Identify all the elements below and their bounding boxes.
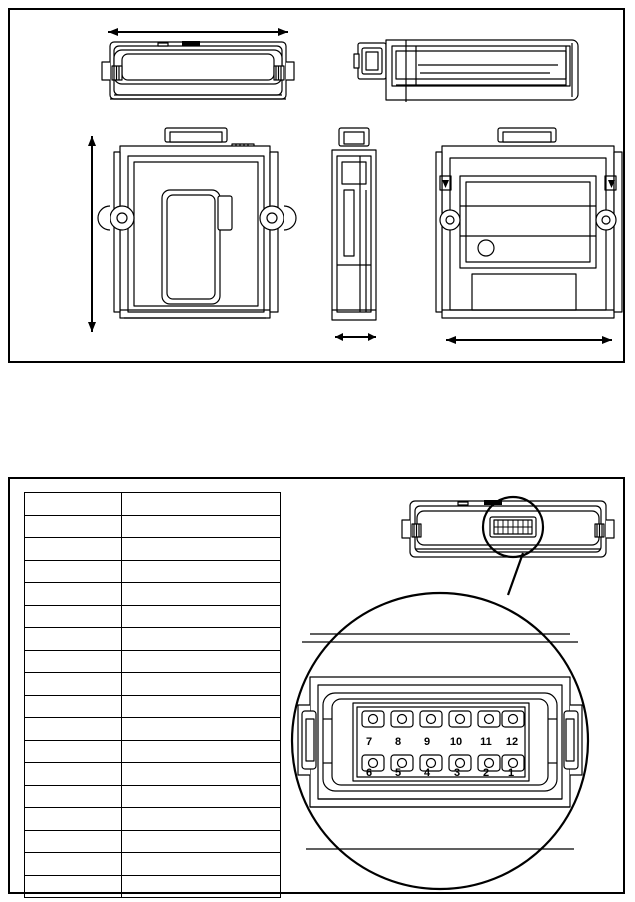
dimension-drawings-panel [8,8,625,363]
magnified-connector-view [292,593,588,889]
dimension-views-drawing [10,10,623,361]
ecu-top-view-small [402,497,614,595]
front-view [88,128,296,332]
pin-label-6: 6 [365,767,373,779]
rear-view [436,128,622,344]
pin-label-11: 11 [480,736,492,748]
pin-label-7: 7 [365,736,373,748]
pin-label-10: 10 [449,736,463,748]
pinout-panel [8,477,625,894]
pin-label-5: 5 [394,767,402,779]
top-view [102,28,294,99]
right-side-view [354,40,578,102]
connector-detail-drawing [10,479,623,892]
callout-leader-line [508,553,523,595]
left-side-view [332,128,376,341]
pin-label-3: 3 [453,767,461,779]
pin-label-9: 9 [423,736,431,748]
pin-label-4: 4 [423,767,431,779]
pin-label-2: 2 [482,767,490,779]
pin-label-8: 8 [394,736,402,748]
pin-label-1: 1 [507,767,515,779]
pin-label-12: 12 [505,736,519,748]
